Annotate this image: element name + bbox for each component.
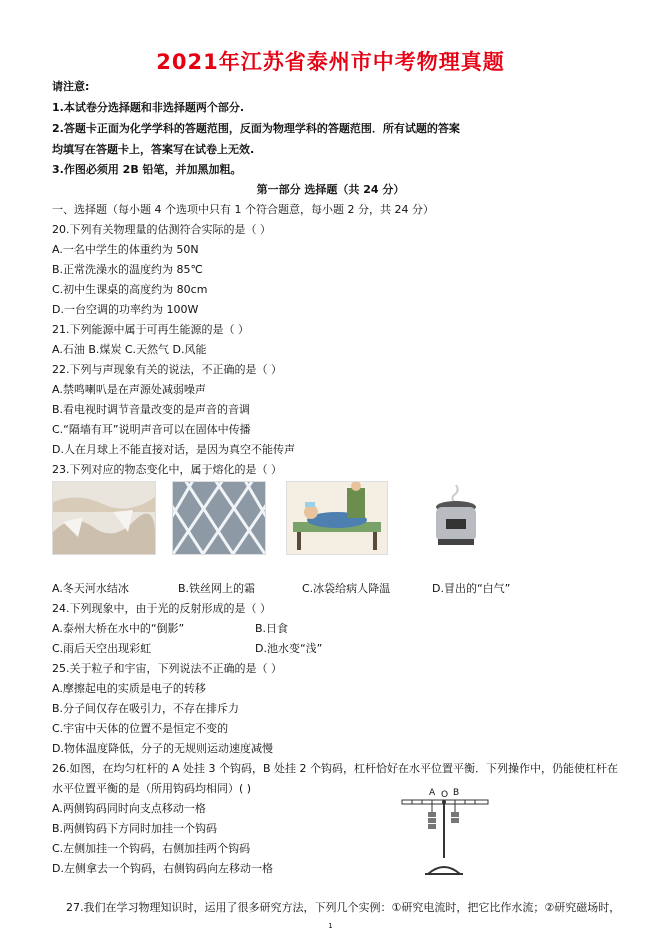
option: A.冬天河水结冰 bbox=[52, 582, 129, 595]
option: D.一台空调的功率约为 100W bbox=[52, 303, 199, 316]
option: C.左侧加挂一个钩码，右侧加挂两个钩码 bbox=[52, 842, 251, 855]
option: A.一名中学生的体重约为 50N bbox=[52, 243, 199, 256]
question-stem: 26.如图，在均匀杠杆的 A 处挂 3 个钩码，B 处挂 2 个钩码，杠杆恰好在水平位置平衡．下列操作中，仍能使杠杆在 bbox=[52, 762, 619, 775]
question-stem: 27.我们在学习物理知识时，运用了很多研究方法，下列几个实例：①研究电流时，把它比作水流；②研究磁场时， bbox=[66, 901, 621, 914]
lever-label-o: O bbox=[441, 790, 449, 800]
option: B.铁丝网上的霜 bbox=[178, 582, 256, 595]
question-stem: 21.下列能源中属于可再生能源的是（ ） bbox=[52, 323, 249, 336]
question-stem: 24.下列现象中，由于光的反射形成的是（ ） bbox=[52, 602, 271, 615]
option: B.分子间仅存在吸引力，不存在排斥力 bbox=[52, 702, 240, 715]
question-stem: 22.下列与声现象有关的说法，不正确的是（ ） bbox=[52, 363, 282, 376]
option: B.正常洗澡水的温度约为 85℃ bbox=[52, 263, 203, 276]
lever-label-b: B bbox=[453, 788, 460, 798]
option: B.两侧钩码下方同时加挂一个钩码 bbox=[52, 822, 218, 835]
frozen-river-image bbox=[52, 481, 156, 555]
section-title: 第一部分 选择题（共 24 分） bbox=[256, 183, 405, 196]
option: D.池水变“浅” bbox=[255, 642, 323, 655]
frost-wire-image bbox=[172, 481, 266, 555]
notice-heading: 请注意: bbox=[52, 80, 90, 93]
option: A.两侧钩码同时向支点移动一格 bbox=[52, 802, 206, 815]
option: A.石油 B.煤炭 C.天然气 D.风能 bbox=[52, 343, 207, 356]
section-intro: 一、选择题（每小题 4 个选项中只有 1 个符合题意，每小题 2 分，共 24 分） bbox=[52, 203, 434, 216]
page-title: 2021年江苏省泰州市中考物理真题 bbox=[156, 50, 505, 74]
lever-label-a: A bbox=[429, 788, 436, 798]
option: C.初中生课桌的高度约为 80cm bbox=[52, 283, 208, 296]
question-stem: 水平位置平衡的是（所用钩码均相同）( ) bbox=[52, 782, 252, 795]
page-number: 1 bbox=[328, 922, 333, 930]
notice-item: 2.答题卡正面为化学学科的答题范围，反面为物理学科的答题范围．所有试题的答案 bbox=[52, 122, 460, 135]
notice-item: 1.本试卷分选择题和非选择题两个部分. bbox=[52, 101, 245, 114]
option: B.看电视时调节音量改变的是声音的音调 bbox=[52, 403, 251, 416]
option: C.宇宙中天体的位置不是恒定不变的 bbox=[52, 722, 229, 735]
option: C.“隔墙有耳”说明声音可以在固体中传播 bbox=[52, 423, 251, 436]
option: A.泰州大桥在水中的“倒影” bbox=[52, 622, 185, 635]
option: D.左侧拿去一个钩码，右侧钩码向左移动一格 bbox=[52, 862, 273, 875]
option: A.摩擦起电的实质是电子的转移 bbox=[52, 682, 206, 695]
option: D.冒出的“白气” bbox=[432, 582, 511, 595]
ice-bag-patient-image bbox=[286, 481, 388, 555]
rice-cooker-image bbox=[430, 481, 482, 553]
option: A.禁鸣喇叭是在声源处减弱噪声 bbox=[52, 383, 206, 396]
option: C.冰袋给病人降温 bbox=[302, 582, 391, 595]
notice-item: 均填写在答题卡上，答案写在试卷上无效. bbox=[52, 143, 255, 156]
question-stem: 20.下列有关物理量的估测符合实际的是（ ） bbox=[52, 223, 271, 236]
option: C.雨后天空出现彩虹 bbox=[52, 642, 152, 655]
option: B.日食 bbox=[255, 622, 289, 635]
option: D.人在月球上不能直接对话，是因为真空不能传声 bbox=[52, 443, 295, 456]
lever-diagram bbox=[400, 788, 490, 878]
notice-item: 3.作图必须用 2B 铅笔，并加黑加粗。 bbox=[52, 163, 242, 176]
question-stem: 25.关于粒子和宇宙，下列说法不正确的是（ ） bbox=[52, 662, 282, 675]
question-stem: 23.下列对应的物态变化中，属于熔化的是（ ） bbox=[52, 463, 282, 476]
option: D.物体温度降低，分子的无规则运动速度减慢 bbox=[52, 742, 273, 755]
